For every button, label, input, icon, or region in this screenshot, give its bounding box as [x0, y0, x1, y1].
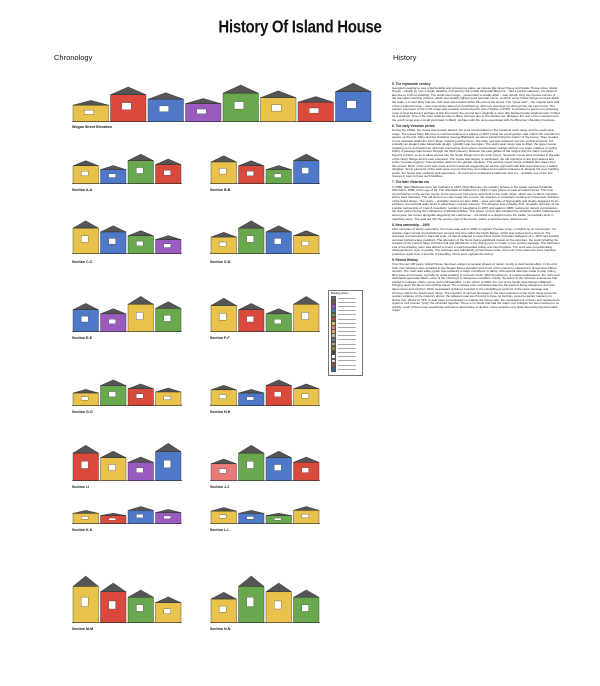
window-mark [81, 516, 88, 519]
window-mark [81, 171, 88, 176]
roof-shape [156, 388, 182, 392]
roof-shape [101, 226, 127, 232]
roof-shape [101, 513, 127, 515]
section-svg [72, 372, 182, 406]
section-caption: Section G-G [72, 410, 93, 414]
roof-shape [239, 576, 265, 586]
roof-shape [101, 451, 127, 458]
section-caption: Section N-N [210, 627, 231, 631]
window-mark [81, 236, 88, 243]
section-svg [72, 432, 182, 481]
window-mark [274, 238, 281, 244]
section-svg [72, 213, 182, 254]
section-svg [210, 372, 320, 406]
section-caption: Wogan Street Elevation [72, 125, 113, 129]
roof-shape [128, 506, 154, 510]
roof-shape [266, 451, 292, 458]
window-mark [84, 110, 93, 114]
roof-shape [156, 597, 182, 603]
roof-shape [211, 507, 237, 511]
legend-label-line [338, 339, 356, 340]
section-svg [72, 500, 182, 524]
roof-shape [128, 296, 154, 304]
window-mark [247, 516, 254, 519]
window-mark [302, 312, 309, 319]
legend-label-line [338, 352, 356, 353]
history-section-heading: 8. New ownership – 1900 [392, 222, 430, 227]
roof-shape [211, 459, 237, 464]
window-mark [274, 319, 281, 324]
window-mark [122, 103, 131, 110]
window-mark [272, 105, 281, 111]
legend-label-line [338, 369, 356, 370]
section-drawing-9 [72, 432, 182, 481]
roof-shape [73, 161, 99, 166]
window-mark [109, 238, 116, 244]
section-svg [210, 213, 320, 254]
window-mark [219, 168, 226, 174]
section-svg [72, 565, 182, 623]
window-mark [247, 171, 254, 176]
section-caption: Section I-I [72, 485, 90, 489]
window-mark [302, 394, 309, 398]
roof-shape [294, 154, 320, 161]
roof-shape [156, 509, 182, 512]
window-mark [302, 168, 309, 174]
window-mark [136, 312, 143, 319]
legend-rows [329, 296, 362, 371]
section-svg [72, 74, 372, 122]
roof-shape [294, 506, 320, 510]
roof-shape [211, 385, 237, 390]
roof-shape [73, 389, 99, 393]
window-mark [109, 319, 116, 324]
legend-label-line [338, 302, 356, 303]
legend-label-line [338, 323, 356, 324]
roof-shape [294, 231, 320, 236]
roof-shape [266, 380, 292, 386]
window-mark [274, 392, 281, 397]
legend-label-line [338, 306, 356, 307]
legend-label-line [338, 356, 356, 357]
history-text [392, 80, 560, 314]
history-section-body: In 1866, Mary Blackpole died, her husband in 1863. Mary Bloymes, the wealthy heiress to the estate married Frederick Winshall in 1886; at the age of 19. The Winshalls embarked on a further major phase of work at Island House. This time concentrating on the service courts, at the west end, first courts were built to the south range, which was re-fitted, complete with a back staircase. The old store room was made into a room; the insertion of a fireplace creating an impressive chamber of the fluted design. The works – probably carried out after 1863 – were generally of high quality and clearly designed by an architect; the external walls faced in attractively coursed masonry. The designer was probably S.M. Goodwin (formerly of the London partnership of Cook & Goodwin), resident in Laugharne in 1867 and again in 1880, looking for decent commissions, his main patron being W.H. Winterton of Whitland Abbey. This phase of work also included the attractive Gothic battlemented street gate, the former alongside disguising the coal house – the whole is a playful nod to the castle, yet tactfully done in matching stone. The gate led into the service yard of the house, where a well has been rediscovered. [392, 184, 560, 221]
legend-label-line [338, 365, 356, 366]
roof-shape [239, 389, 265, 393]
section-caption: Section F-F [210, 336, 230, 340]
section-caption: Section A-A [72, 188, 93, 192]
history-section-heading: 7. The later Victorian era [392, 180, 429, 185]
chronology-heading: Chronology [54, 53, 93, 62]
section-drawing-4 [210, 213, 320, 254]
roof-shape [294, 384, 320, 389]
window-mark [347, 101, 356, 109]
roof-shape [239, 221, 265, 228]
roof-shape [211, 298, 237, 305]
roof-shape [266, 226, 292, 232]
roof-shape [73, 576, 99, 586]
roof-shape [128, 384, 154, 389]
section-drawing-1 [72, 143, 182, 184]
roof-shape [111, 87, 147, 95]
phase-legend [328, 290, 363, 376]
roof-shape [73, 510, 99, 513]
legend-label-line [338, 314, 356, 315]
roof-shape [128, 231, 154, 236]
roof-shape [294, 296, 320, 304]
legend-label-line [338, 344, 356, 345]
window-mark [219, 313, 226, 320]
section-drawing-10 [210, 432, 320, 481]
legend-row [329, 367, 362, 371]
window-mark [309, 108, 318, 113]
history-section-body: During the 1830s, the house was heavily altered, the work concentrated on the medieval north range and the south-west range. The lessee Mary Bloymes is commemorated on a plaque of 1837 inside the south garden wall, which she extended to square up the plot. Mary and her husband, George Blackpole set about transforming the interior of the house. They created a new staircase within the front range, replacing all the floors. The slate roof was replaced over the central structure, but probably an elegant slate balustrade design, typically Late Georgian. The south-west range was re-fitted, the upper rooms (drawing room and bedroom) with inter-connecting doors given curved plaster ceilings (all lost in a major collapse in spring 2020). A passage was broken through the thick masonry between the east gables of the ranges and the stairs courtyard beyond to fitted, so as to allow access into the South Range from the main house. Servants' rooms were provided in the attic of the North Range and its east extension. The house was largely re-windowed, the old openings to the front altered and pretty "wooden-regency" bow windows added to the garden elevation. The existing coach house probably also dates from this period. Much of the work was crude and ill-conceived suggesting an ad-hoc approach with little supervision by a skilled designer. Some elements of the work were so poor that they soon failed and needed replacement. Despite the poor building works, the house was evidently well-appointed – it's west turret contained a bathroom and w.c., probably one of the few houses in town to have such facilities. [392, 128, 560, 179]
window-mark [302, 241, 309, 246]
window-mark [136, 514, 143, 518]
legend-title: Building phases [331, 292, 349, 295]
window-mark [274, 518, 281, 520]
window-mark [136, 241, 143, 246]
section-svg [210, 288, 320, 332]
section-caption: Section B-B [210, 188, 231, 192]
history-heading: History [393, 53, 417, 62]
roof-shape [223, 85, 259, 93]
roof-shape [128, 590, 154, 597]
legend-label-line [338, 335, 356, 336]
section-caption: Section L-L [210, 528, 230, 532]
window-mark [302, 468, 309, 473]
window-mark [164, 170, 171, 175]
section-drawing-13 [72, 565, 182, 623]
section-svg [72, 143, 182, 184]
window-mark [81, 316, 88, 322]
window-mark [164, 396, 171, 400]
legend-label-line [338, 331, 356, 332]
section-svg [72, 288, 182, 332]
roof-shape [294, 457, 320, 462]
section-svg [210, 432, 320, 481]
window-mark [136, 168, 143, 174]
section-drawing-7 [72, 372, 182, 406]
roof-shape [294, 590, 320, 597]
section-caption: Section M-M [72, 627, 94, 631]
window-mark [219, 242, 226, 246]
window-mark [109, 518, 116, 520]
window-mark [219, 469, 226, 473]
window-mark [109, 465, 116, 471]
history-section-heading: 6. The early Victorian period [392, 123, 435, 128]
roof-shape [73, 445, 99, 453]
roof-shape [239, 445, 265, 453]
roof-shape [156, 443, 182, 451]
roof-shape [101, 309, 127, 314]
window-mark [247, 236, 254, 243]
window-mark [302, 605, 309, 612]
legend-swatch [331, 367, 336, 372]
roof-shape [239, 510, 265, 513]
roof-shape [101, 583, 127, 592]
window-mark [136, 394, 143, 398]
roof-shape [128, 154, 154, 161]
window-mark [247, 461, 254, 468]
section-drawing-12 [210, 500, 320, 524]
roof-shape [101, 166, 127, 170]
history-section-heading: 5. The eighteenth century [392, 81, 431, 86]
legend-label-line [338, 360, 356, 361]
section-drawing-8 [210, 372, 320, 406]
roof-shape [101, 380, 127, 386]
window-mark [274, 601, 281, 609]
legend-label-line [338, 310, 356, 311]
roof-shape [156, 159, 182, 165]
roof-shape [128, 457, 154, 462]
section-drawing-2 [210, 143, 320, 184]
section-caption: Section K-K [72, 528, 93, 532]
page-title: History Of Island House [218, 17, 382, 38]
roof-shape [266, 166, 292, 170]
section-caption: Section H-H [210, 410, 231, 414]
roof-shape [239, 303, 265, 309]
roof-shape [336, 83, 372, 92]
window-mark [274, 174, 281, 178]
roof-shape [73, 221, 99, 228]
history-section-body: Georgian Laugharne was a fashionable and prosperous place, as houses like Great House and Castle House show. Island House – clearly by now a single dwelling, occupied by the locally influential Bloymes – had a partial makeover, the detail of last due to C18 remodelling. The south-west range – presumably a stoddy affair – was rebuilt. Only two houses survive of the Georgian rewriting scheme, which presumably lighted good parental rooms, of which some timber fixings survived within the walls. It is also likely that the main stair was located within this part of the house. The "spine wall" – the original back wall of the medieval house – was extensively altered and patched up, with new openings cut through into the new rooms. The eastern extension of the north range was possibly constructed for John Hughes (c1720). It contained a good room (drawing room or best bedroom) perhaps at first floor level; the ground floor originally a store (the blocked grade windows later in filled for a window). One of the front windows was in-filled, perhaps due to the window tax. Between the rear of the extension and the south range was a small yard (later in-filled), perhaps with the store associated with the Bloymes' chandlery business. [392, 85, 560, 122]
legend-label-line [338, 319, 356, 320]
window-mark [81, 461, 88, 468]
window-mark [274, 465, 281, 471]
section-drawing-6 [210, 288, 320, 332]
window-mark [136, 605, 143, 612]
section-caption: Section J-J [210, 485, 230, 489]
window-mark [219, 395, 226, 399]
roof-shape [156, 236, 182, 240]
window-mark [247, 597, 254, 606]
window-mark [159, 106, 168, 112]
window-mark [109, 174, 116, 178]
roof-shape [211, 156, 237, 162]
section-caption: Section C-C [72, 260, 93, 264]
roof-shape [148, 93, 184, 99]
window-mark [219, 515, 226, 518]
window-mark [247, 397, 254, 400]
window-mark [197, 109, 206, 114]
window-mark [109, 392, 116, 397]
legend-label-line [338, 348, 356, 349]
roof-shape [266, 583, 292, 592]
window-mark [302, 514, 309, 518]
section-svg [210, 143, 320, 184]
window-mark [247, 316, 254, 322]
roof-shape [298, 97, 334, 103]
section-svg [210, 500, 320, 524]
section-drawing-5 [72, 288, 182, 332]
section-svg [210, 565, 320, 623]
window-mark [164, 516, 171, 519]
section-caption: Section D-D [210, 260, 231, 264]
roof-shape [266, 513, 292, 515]
roof-shape [266, 309, 292, 314]
history-section-body: After centuries of family ownership, the house was sold in 1900 to Captain Thomas Jones, probably as an investment. Yet another major period of refurbishment ensued, this time within the North Range, which was gutted and re-floored. The staircase reconstructed in 'baronial style', its layout adapted to raised floor levels (Victorian wallpaper of c. 1875 had actually survived behind a later partition). The alteration of the floors had a significant impact on the structure: the work including the creation of the present large entrance hall and alterations to the dining room to create a new servery passage. The bathroom end of the drawing room was altered to insert a match-boarded ceiling and new fireplace. The work was not particularly distinguished in style or quality. The staircase was admittedly of impressive scale, but most of the elements were machine-produced, apart from a few bits of panelling, which were eighteenth-century. [392, 226, 560, 256]
window-mark [164, 609, 171, 614]
window-mark [164, 315, 171, 321]
window-mark [234, 102, 243, 109]
window-mark [164, 460, 171, 468]
history-section-heading: 9. Recent History [392, 257, 419, 262]
roof-shape [261, 91, 297, 98]
roof-shape [73, 303, 99, 309]
roof-shape [239, 161, 265, 166]
roof-shape [211, 232, 237, 237]
legend-label-line [338, 298, 356, 299]
window-mark [81, 597, 88, 606]
roof-shape [211, 592, 237, 599]
legend-label-line [338, 327, 356, 328]
window-mark [136, 468, 143, 473]
history-section-body: Over the last 100 years, Island House has been subject to several phases of repair, mostly to detrimental effect. In the mid-C20, new windows were installed to the Wogan Street elevation and much of the interior re-plastered in (impervious) Boral cement. The main lead valley gutter was evidently a major contributor of damp, with several attempts made to stop rotting floor joists and trusses, typically by under-building in concrete block. With the absence of regular maintenance, the roofs and trasboards generally failed, some of the chimneys in dangerous condition. Inside, the floors of the Victorian extensions had started to collapse. Many rooms were uninhabitable. In the winter of 2020, the roof of the South-west Range collapsed, bringing down the floors and ceilings below. The exposed ruins and deteriorated to the point of being dangerous and was taken down and rebuilt in 2020. Associated problems founded to the rebuilding of sections of the stone passage and chimney wall to the South-west range. The insertion of various doorways in the east extension of the north range led to the sudden collapse of the masonry above; the adjacent east porch found to have no footings, joined to earlier masonry no timber ties. Works by NHL to date have concentrated on making the house safe, the reinstatement of floors and replacement repair of roof trusses "tying" the structure together. There is no doubt that had the major roof collapse not been reacted to so quickly, much of the house would have entered a rapid phase of decline; some sections very likely becoming beyond viable repair. [392, 262, 560, 313]
roof-shape [186, 98, 222, 103]
section-drawing-14 [210, 565, 320, 623]
window-mark [164, 244, 171, 248]
roof-shape [156, 302, 182, 309]
window-mark [109, 601, 116, 609]
section-drawing-11 [72, 500, 182, 524]
roof-shape [73, 100, 109, 105]
window-mark [219, 606, 226, 612]
window-mark [81, 397, 88, 400]
section-drawing-3 [72, 213, 182, 254]
section-caption: Section E-E [72, 336, 92, 340]
section-drawing-0 [72, 74, 372, 122]
